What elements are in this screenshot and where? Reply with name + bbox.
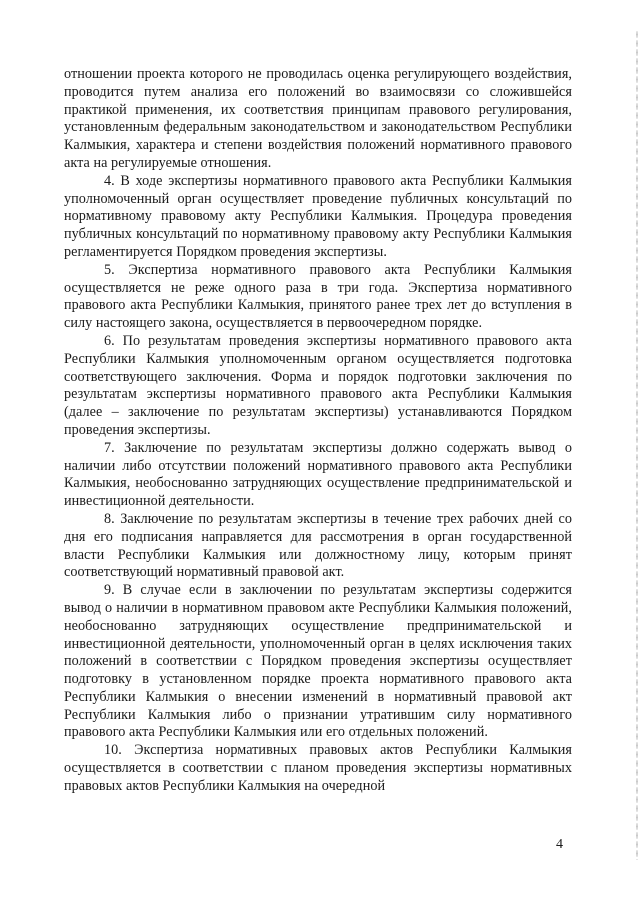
paragraph-item-5: 5. Экспертиза нормативного правового акта Республики Калмыкия осуществляется не реже одного раза в три года. Экспертиза нормативного правового акта Республики Калмыкия, принятого ранее трех лет до вступления в силу настоящего закона, осуществляется в первоочередном порядке. [64, 261, 572, 332]
paragraph-item-4: 4. В ходе экспертизы нормативного правового акта Республики Калмыкия уполномоченный орган осуществляет проведение публичных консультаций по нормативному правовому акту Республики Калмыкия. Процедура проведения публичных консультаций по нормативному правовому акту Республики Калмыкия регламентируется Порядком проведения экспертизы. [64, 172, 572, 260]
paragraph-item-7: 7. Заключение по результатам экспертизы должно содержать вывод о наличии либо отсутствии положений нормативного правового акта Республики Калмыкия, необоснованно затрудняющих осуществление предпринимательской и инвестиционной деятельности. [64, 439, 572, 510]
scan-edge-artifact [636, 30, 638, 860]
paragraph-item-10: 10. Экспертиза нормативных правовых актов Республики Калмыкия осуществляется в соответствии с планом проведения экспертизы нормативных правовых актов Республики Калмыкия на очередной [64, 742, 572, 794]
paragraph-item-6: 6. По результатам проведения экспертизы нормативного правового акта Республики Калмыкия уполномоченным органом осуществляется подготовка соответствующего заключения. Форма и порядок подготовки заключения по результатам экспертизы нормативного правового акта Республики Калмыкия (далее – заключение по результатам экспертизы) устанавливаются Порядком проведения экспертизы. [64, 332, 572, 438]
paragraph-continuation: отношении проекта которого не проводилась оценка регулирующего воздействия, проводится путем анализа его положений во взаимосвязи со сложившейся практикой применения, их соответствия принципам правового регулирования, установленным федеральным законодательством и законодательством Республики Калмыкия, характера и степени воздействия положений нормативного правового акта на регулируемые отношения. [64, 66, 572, 171]
page-number: 4 [556, 837, 563, 852]
paragraph-item-8: 8. Заключение по результатам экспертизы в течение трех рабочих дней со дня его подписания направляется для рассмотрения в орган государственной власти Республики Калмыкия или должностному лицу, которым принят соответствующий нормативный правовой акт. [64, 510, 572, 581]
document-body [64, 66, 572, 796]
paragraph-item-9: 9. В случае если в заключении по результатам экспертизы содержится вывод о наличии в нормативном правовом акте Республики Калмыкия положений, необоснованно затрудняющих осуществление предпринимательской и инвестиционной деятельности, уполномоченный орган в целях исключения таких положений в соответствии с Порядком проведения экспертизы осуществляет подготовку в установленном порядке проекта нормативного правового акта Республики Калмыкия о внесении изменений в нормативный правовой акт Республики Калмыкия либо о признании утратившим силу нормативного правового акта Республики Калмыкия или его отдельных положений. [64, 582, 572, 741]
